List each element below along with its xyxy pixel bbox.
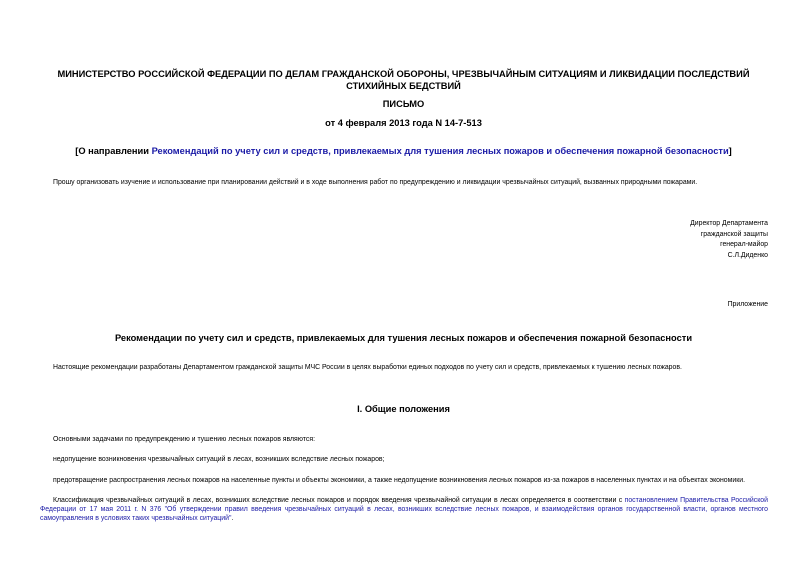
signature-block <box>690 219 768 262</box>
signature-rank: генерал-майор <box>720 241 768 249</box>
document-subject <box>0 146 807 156</box>
paragraph-prevention: недопущение возникновения чрезвычайных ситуаций в лесах, возникших вследствие лесных пожаров; <box>53 456 385 463</box>
ministry-name: МИНИСТЕРСТВО РОССИЙСКОЙ ФЕДЕРАЦИИ ПО ДЕЛАМ ГРАЖДАНСКОЙ ОБОРОНЫ, ЧРЕЗВЫЧАЙНЫМ СИТУАЦИЯМ И ЛИКВИДАЦИИ ПОСЛЕДСТВИЙ СТИХИЙНЫХ БЕДСТВИЙ <box>57 69 750 91</box>
document-type: ПИСЬМО <box>382 99 425 109</box>
signature-department: гражданской защиты <box>700 230 768 238</box>
intro-paragraph: Прошу организовать изучение и использование при планировании действий и в ходе выполнения работ по предупреждению и ликвидации чрезвычайных ситуаций, вызванных природными пожарами. <box>53 179 698 186</box>
section-title: I. Общие положения <box>357 404 450 414</box>
subject-prefix: [О направлении <box>75 146 152 156</box>
classification-end: . <box>231 515 234 523</box>
government-decree-link[interactable]: постановлением Правительства Российской Федерации от 17 мая 2011 г. N 376 "Об утверждении правил введения чрезвычайных ситуаций в лесах, возникших вследствие лесных пожаров, и взаимодействия органов государственной власти, органов местного самоуправления в условиях таких чрезвычайных ситуаций" <box>40 497 768 523</box>
paragraph-tasks: Основными задачами по предупреждению и тушению лесных пожаров являются: <box>53 436 315 443</box>
paragraph-spread: предотвращение распространения лесных пожаров на населенные пункты и объекты экономики, а также недопущение возникновения лесных пожаров из-за пожаров в населенных пунктах и на объектах экономики. <box>53 477 746 484</box>
subject-link[interactable]: Рекомендаций по учету сил и средств, привлекаемых для тушения лесных пожаров и обеспечения пожарной безопасности <box>151 146 729 156</box>
appendix-label: Приложение <box>727 301 768 308</box>
recommendations-title: Рекомендации по учету сил и средств, привлекаемых для тушения лесных пожаров и обеспечения пожарной безопасности <box>114 333 693 343</box>
signature-name: С.Л.Диденко <box>727 252 768 260</box>
classification-text: Классификация чрезвычайных ситуаций в лесах, возникших вследствие лесных пожаров и порядок введения чрезвычайной ситуации в лесах определяется в соответствии с <box>53 497 625 504</box>
paragraph-classification <box>40 496 768 524</box>
subject-suffix: ] <box>728 146 732 156</box>
document-date-number: от 4 февраля 2013 года N 14-7-513 <box>325 118 482 128</box>
signature-position: Директор Департамента <box>690 220 768 227</box>
recommendations-intro: Настоящие рекомендации разработаны Департаментом гражданской защиты МЧС России в целях выработки единых подходов по учету сил и средств, привлекаемых к тушению лесных пожаров. <box>53 364 682 371</box>
